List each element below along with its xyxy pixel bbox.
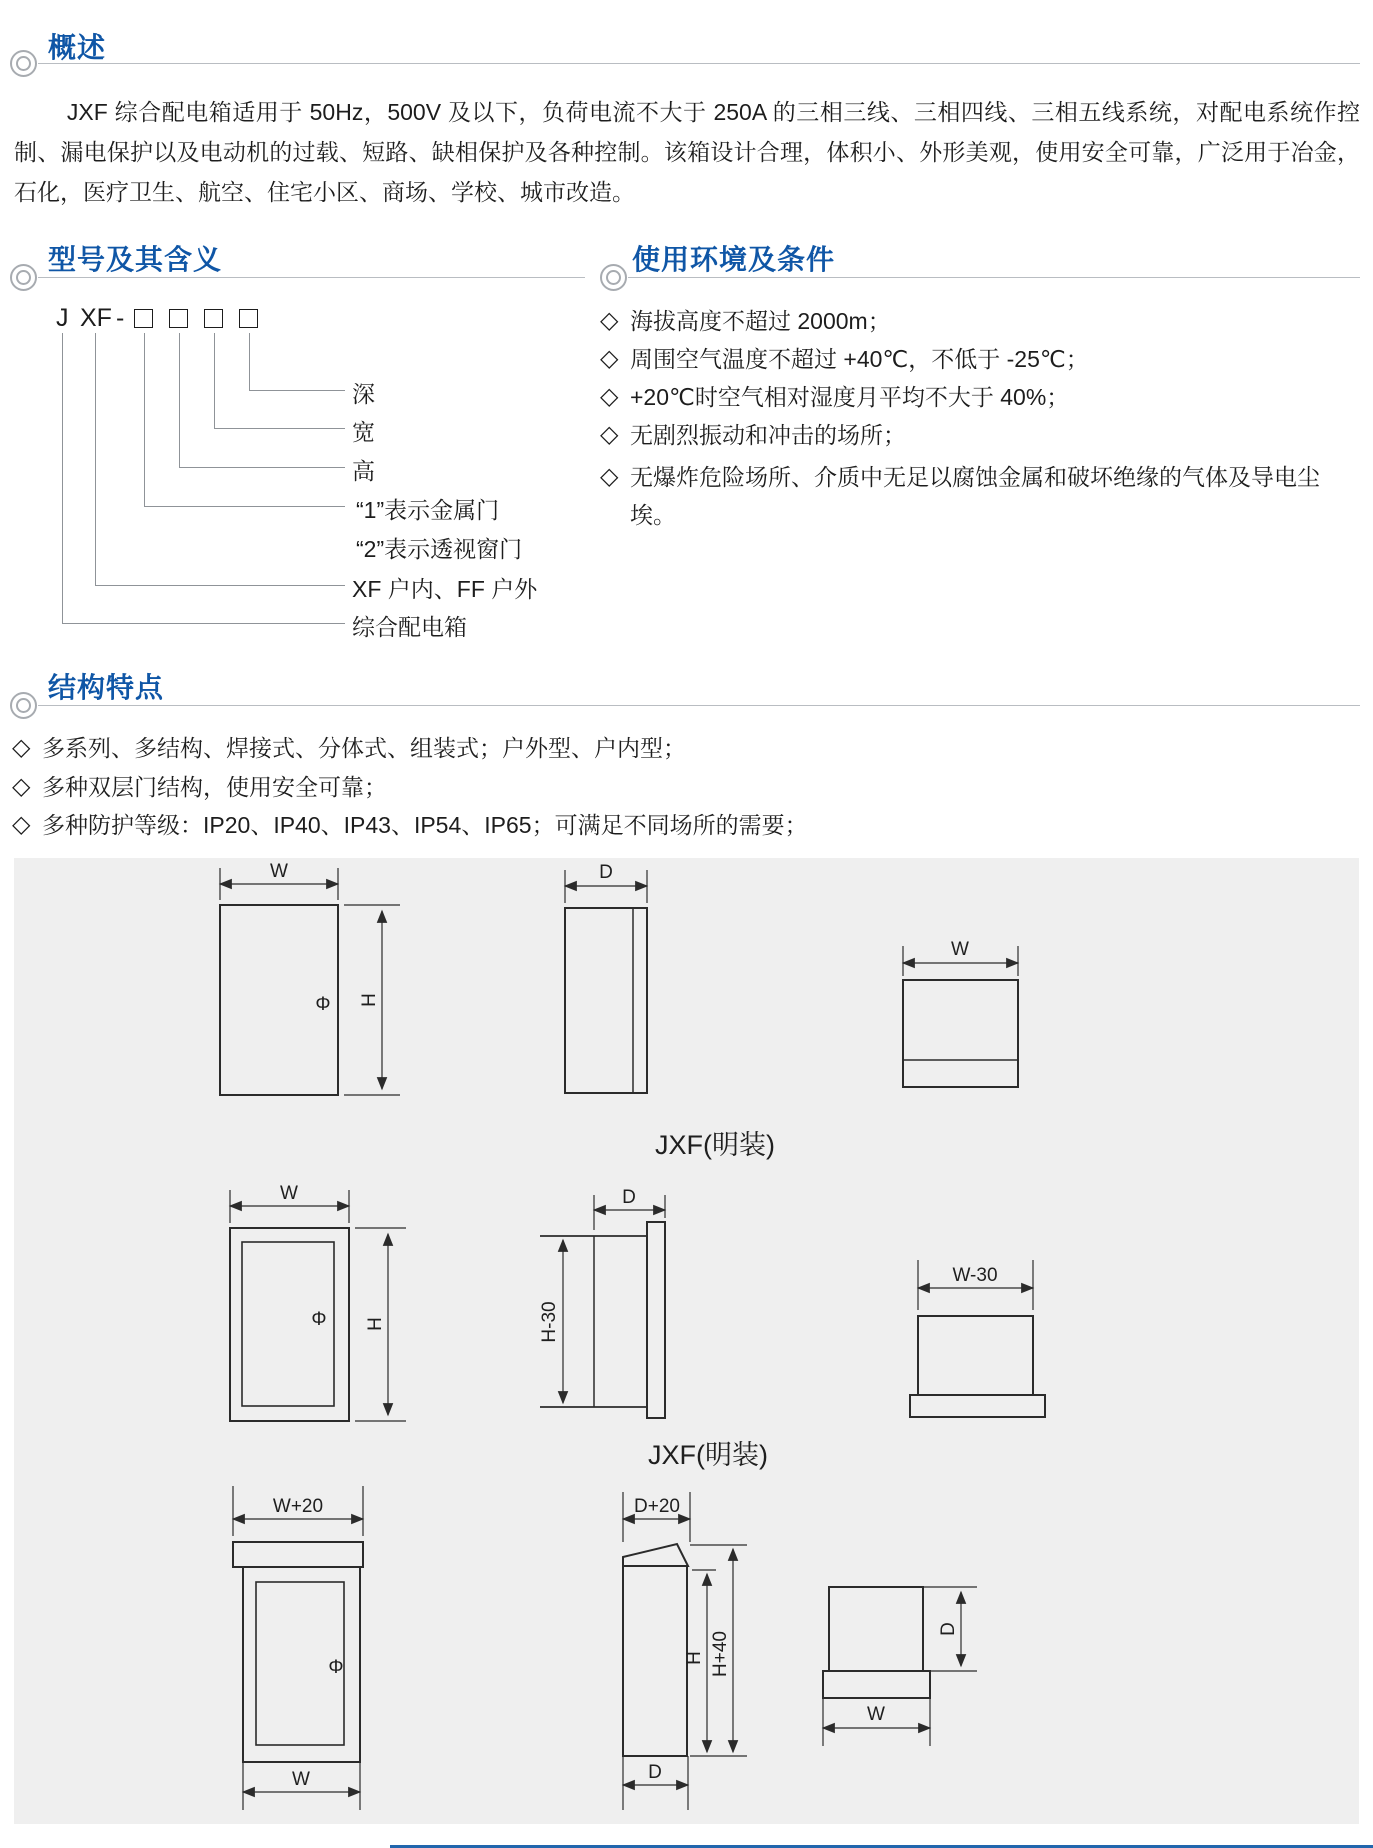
environment-divider (628, 277, 1360, 278)
feature-item-text: 多系列、多结构、焊接式、分体式、组装式；户外型、户内型； (42, 735, 686, 761)
drawings-panel (14, 858, 1359, 1824)
connector-j (62, 333, 345, 624)
row2-top-flange (910, 1395, 1045, 1417)
diamond-bullet-icon: ◇ (600, 307, 619, 334)
row2-side-flange (647, 1222, 665, 1418)
dim-label-h: H (684, 1651, 705, 1665)
row2-front-view (230, 1190, 406, 1421)
row3-front-hood (233, 1542, 363, 1567)
row1-side-view (565, 870, 647, 1093)
model-label-door1: “1”表示金属门 (356, 497, 500, 523)
model-label-depth: 深 (352, 381, 375, 407)
environment-item-text: +20℃时空气相对湿度月平均不大于 40%； (630, 384, 1070, 410)
dim-label-d: D (599, 862, 613, 883)
dim-label-w: W (951, 939, 969, 960)
section-marker-icon-inner (606, 270, 621, 285)
dim-label-w: W (270, 861, 288, 882)
row3-side-outline (623, 1566, 687, 1756)
row3-side-hood (623, 1544, 688, 1566)
row1-side-outline (565, 908, 647, 1093)
model-label-door2: “2”表示透视窗门 (356, 536, 523, 562)
diamond-bullet-icon: ◇ (12, 811, 31, 838)
row3-top-outline (829, 1587, 923, 1671)
environment-item (600, 382, 1358, 412)
dim-label-w20: W+20 (272, 1496, 324, 1517)
diamond-bullet-icon: ◇ (12, 773, 31, 800)
diamond-bullet-icon: ◇ (12, 734, 31, 761)
environment-item (600, 344, 1358, 374)
dim-label-phi: Φ (315, 994, 331, 1015)
model-label-width: 宽 (352, 419, 375, 445)
feature-item (12, 810, 1352, 840)
model-code-dash: - (116, 304, 125, 332)
section-marker-icon-inner (16, 56, 31, 71)
technical-drawings (14, 858, 1359, 1824)
feature-item (12, 733, 1352, 763)
features-divider (38, 705, 1360, 706)
environment-item-text: 海拔高度不超过 2000m； (630, 308, 891, 334)
feature-item-text: 多种防护等级：IP20、IP40、IP43、IP54、IP65；可满足不同场所的需要； (42, 812, 808, 838)
dim-label-d20: D+20 (634, 1496, 680, 1517)
dim-label-h: H (365, 1317, 386, 1331)
environment-heading: 使用环境及条件 (632, 244, 836, 275)
row2-front-outline (230, 1228, 349, 1421)
environment-item (600, 420, 1358, 450)
dim-label-w30: W-30 (952, 1265, 998, 1286)
model-label-height: 高 (352, 458, 375, 484)
section-marker-icon-inner (16, 270, 31, 285)
row3-top-flange (823, 1671, 930, 1698)
diamond-bullet-icon: ◇ (600, 345, 619, 372)
model-code-j: J (56, 304, 69, 332)
row1-caption: JXF(明装) (655, 1130, 775, 1160)
row3-front-view (233, 1486, 363, 1810)
row1-front-view (220, 868, 400, 1095)
section-marker-icon-inner (16, 698, 31, 713)
feature-item (12, 772, 1352, 802)
row2-caption: JXF(明装) (648, 1440, 768, 1470)
environment-item-text: 无爆炸危险场所、介质中无足以腐蚀金属和破坏绝缘的气体及导电尘埃。 (630, 464, 1320, 528)
environment-item-text: 周围空气温度不超过 +40℃，不低于 -25℃； (630, 346, 1089, 372)
dim-label-phi: Φ (328, 1657, 344, 1678)
row3-top-view (823, 1587, 977, 1746)
dim-label-w: W (292, 1769, 310, 1790)
environment-item (600, 306, 1358, 336)
dim-label-w: W (280, 1183, 298, 1204)
model-heading: 型号及其含义 (48, 244, 223, 275)
model-code-xf: XF (80, 304, 112, 332)
row1-top-view (903, 946, 1018, 1087)
model-code-box-3 (204, 309, 223, 328)
row1-top-outline (903, 980, 1018, 1087)
model-label-xf: XF 户内、FF 户外 (352, 576, 538, 602)
overview-divider (38, 63, 1360, 64)
feature-item-text: 多种双层门结构，使用安全可靠； (42, 774, 387, 800)
overview-heading: 概述 (48, 32, 107, 63)
environment-item-text: 无剧烈振动和冲击的场所； (630, 422, 906, 448)
features-heading: 结构特点 (48, 672, 165, 703)
environment-item (600, 458, 1358, 534)
model-divider (38, 277, 585, 278)
overview-paragraph: JXF 综合配电箱适用于 50Hz，500V 及以下，负荷电流不大于 250A 的三相三线、三相四线、三相五线系统，对配电系统作控制、漏电保护以及电动机的过载、短路、缺相保护及各种控制。该箱设计合理，体积小、外形美观，使用安全可靠，广泛用于冶金，石化，医疗卫生、航空、住宅小区、商场、学校、城市改造。 (14, 99, 1360, 205)
diamond-bullet-icon: ◇ (600, 421, 619, 448)
dim-label-phi: Φ (311, 1309, 327, 1330)
dim-label-d: D (648, 1762, 662, 1783)
model-code-box-2 (169, 309, 188, 328)
model-code-box-1 (134, 309, 153, 328)
dim-label-w: W (867, 1704, 885, 1725)
diamond-bullet-icon: ◇ (600, 463, 619, 490)
dim-label-d: D (622, 1187, 636, 1208)
model-code-box-4 (239, 309, 258, 328)
model-label-j: 综合配电箱 (352, 614, 467, 640)
dim-label-d: D (938, 1622, 959, 1636)
row2-top-outline (918, 1316, 1033, 1395)
dim-label-h40: H+40 (710, 1631, 731, 1677)
diamond-bullet-icon: ◇ (600, 383, 619, 410)
dim-label-h: H (359, 993, 380, 1007)
dim-label-h30: H-30 (539, 1301, 560, 1343)
